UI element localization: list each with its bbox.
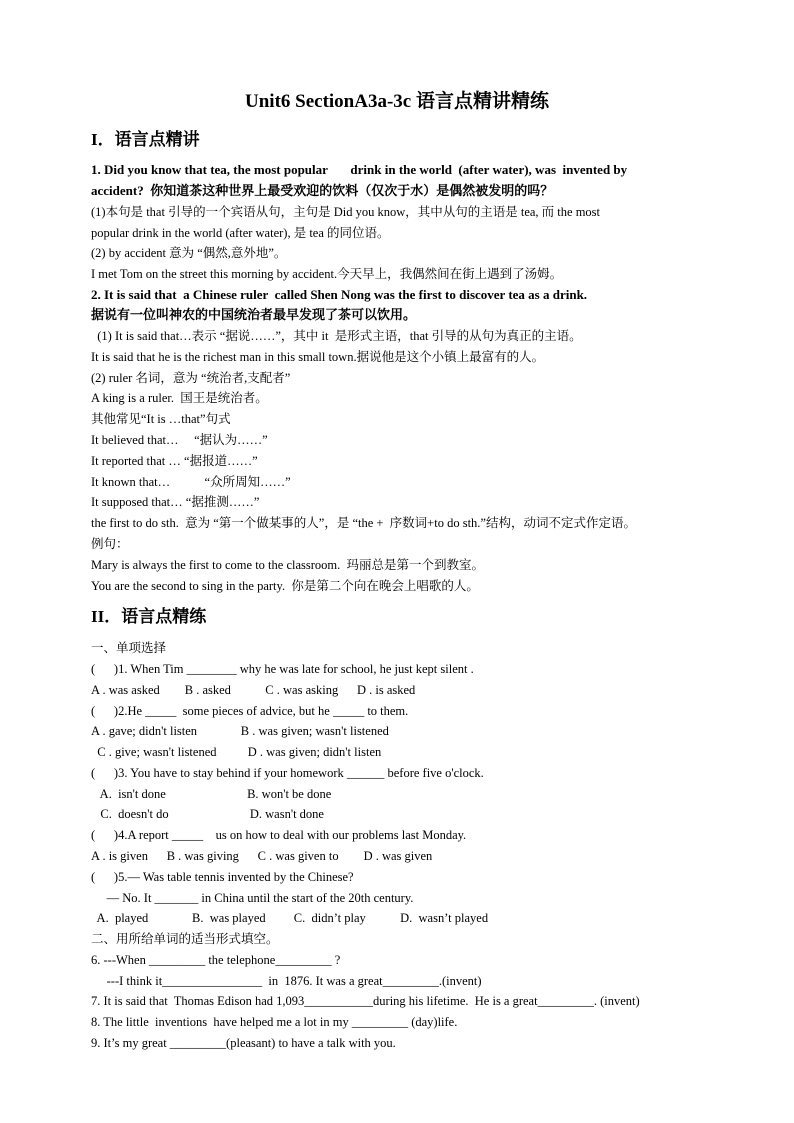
text-line: popular drink in the world (after water), 是 tea 的同位语。 — [91, 226, 390, 240]
fill-blank-line: 6. ---When _________ the telephone_________ ? — [91, 953, 341, 967]
text-line: (1)本句是 that 引导的一个宾语从句，主句是 Did you know，其中从句的主语是 tea, 而 the most — [91, 205, 600, 219]
text-line: (2) by accident 意为 “偶然,意外地”。 — [91, 246, 287, 260]
text-line: A king is a ruler. 国王是统治者。 — [91, 391, 268, 405]
question-line: ( )5.— Was table tennis invented by the Chinese? — [91, 870, 354, 884]
text-line: (1) It is said that…表示 “据说……”，其中 it 是形式主语，that 引导的从句为真正的主语。 — [91, 329, 582, 343]
text-line: It is said that he is the richest man in this small town.据说他是这个小镇上最富有的人。 — [91, 350, 545, 364]
text-line: It known that… “众所周知……” — [91, 475, 291, 489]
text-line: It reported that … “据报道……” — [91, 454, 258, 468]
options-line: A . was asked B . asked C . was asking D . is asked — [91, 683, 416, 697]
question-line: ( )2.He _____ some pieces of advice, but he _____ to them. — [91, 704, 409, 718]
text-line: 例句： — [91, 537, 129, 551]
point-2-sentence: 2. It is said that a Chinese ruler called Shen Nong was the first to discover tea as a drink. — [91, 287, 588, 302]
fill-blank-line: 9. It’s my great _________(pleasant) to have a talk with you. — [91, 1036, 396, 1050]
fill-blank-line: ---I think it________________ in 1876. It was a great_________.(invent) — [91, 974, 482, 988]
section-heading-1: I．语言点精讲 — [91, 130, 200, 149]
text-line: You are the second to sing in the party. 你是第二个向在晚会上唱歌的人。 — [91, 579, 479, 593]
text-line: 其他常见“It is …that”句式 — [91, 412, 231, 426]
point-1-sentence-cont: accident? 你知道茶这种世界上最受欢迎的饮料（仅次于水）是偶然被发明的吗？ — [91, 183, 554, 198]
options-line: C. doesn't do D. wasn't done — [91, 807, 324, 821]
text-line: I met Tom on the street this morning by accident.今天早上，我偶然间在街上遇到了汤姆。 — [91, 267, 563, 281]
section-heading-2: II．语言点精练 — [91, 607, 207, 626]
text-line: Mary is always the first to come to the classroom. 玛丽总是第一个到教室。 — [91, 558, 484, 572]
options-line: A . gave; didn't listen B . was given; wasn't listened — [91, 724, 389, 738]
fill-blank-line: 8. The little inventions have helped me a lot in my _________ (day)life. — [91, 1015, 458, 1029]
text-line: the first to do sth. 意为 “第一个做某事的人”，是 “the + 序数词+to do sth.”结构，动词不定式作定语。 — [91, 516, 636, 530]
point-2-sentence-cont: 据说有一位叫神农的中国统治者最早发现了茶可以饮用。 — [91, 307, 417, 322]
text-line: (2) ruler 名词，意为 “统治者,支配者” — [91, 371, 291, 385]
page-title: Unit6 SectionA3a-3c 语言点精讲精练 — [245, 91, 549, 112]
subsection-heading: 一、单项选择 — [91, 641, 167, 655]
options-line: A . is given B . was giving C . was given to D . was given — [91, 849, 433, 863]
question-line: ( )4.A report _____ us on how to deal with our problems last Monday. — [91, 828, 467, 842]
question-line: ( )3. You have to stay behind if your homework ______ before five o'clock. — [91, 766, 484, 780]
options-line: A. played B. was played C. didn’t play D. wasn’t played — [91, 911, 489, 925]
point-1-sentence: 1. Did you know that tea, the most popular drink in the world (after water), was invented by — [91, 162, 628, 177]
text-line: It supposed that… “据推测……” — [91, 495, 260, 509]
options-line: C . give; wasn't listened D . was given; didn't listen — [91, 745, 382, 759]
question-line: ( )1. When Tim ________ why he was late for school, he just kept silent . — [91, 662, 474, 676]
fill-blank-line: 7. It is said that Thomas Edison had 1,093___________during his lifetime. He is a great_________. (invent) — [91, 994, 640, 1008]
options-line: A. isn't done B. won't be done — [91, 787, 332, 801]
text-line: It believed that… “据认为……” — [91, 433, 268, 447]
question-line: — No. It _______ in China until the start of the 20th century. — [91, 891, 414, 905]
subsection-heading: 二、用所给单词的适当形式填空。 — [91, 932, 279, 946]
